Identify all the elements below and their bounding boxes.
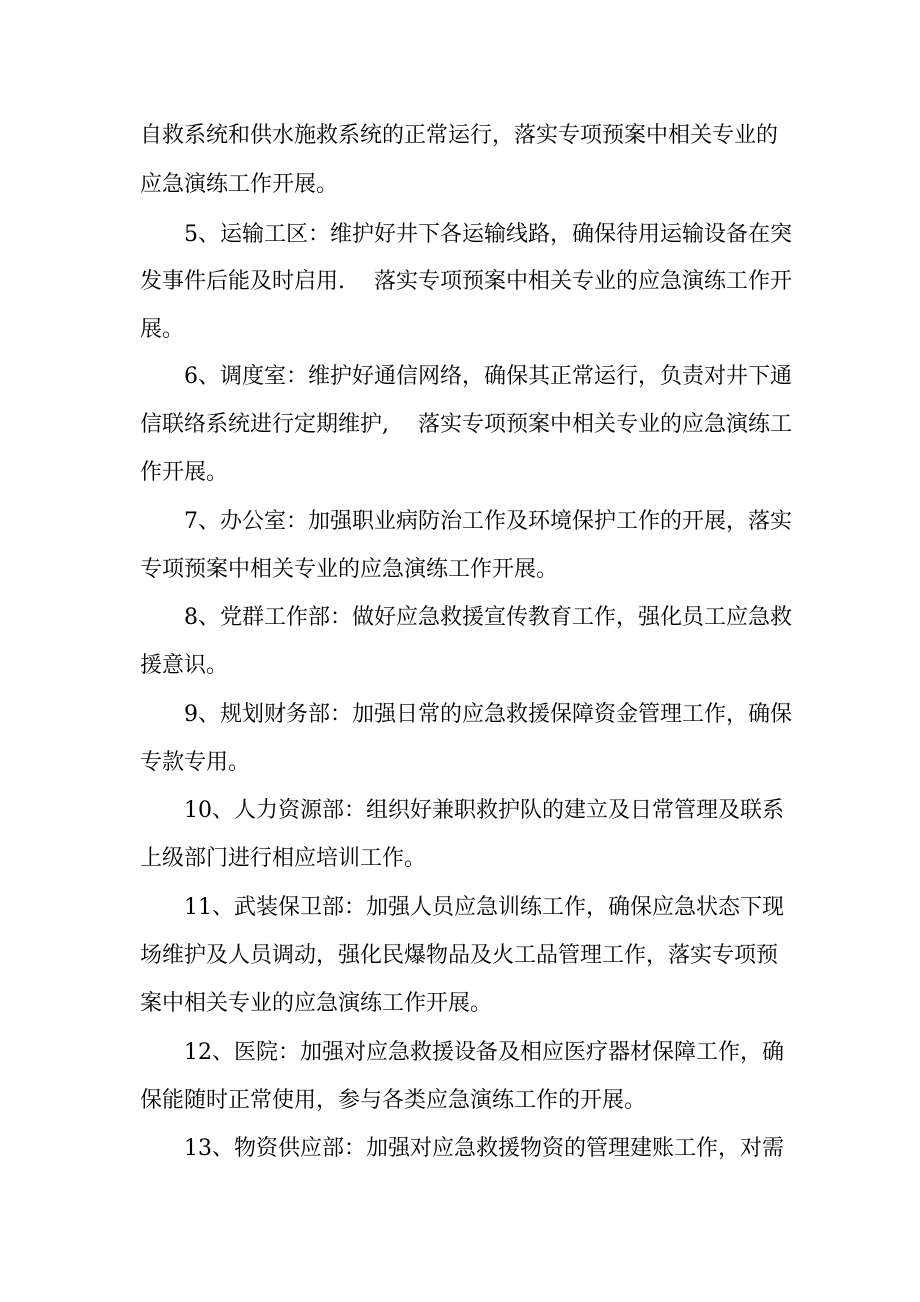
text-line: 10、人力资源部：组织好兼职救护队的建立及日常管理及联系 [184, 798, 784, 823]
text-line: 12、医院：加强对应急救援设备及相应医疗器材保障工作，确 [184, 1040, 784, 1065]
text-line: 8、党群工作部：做好应急救援宣传教育工作，强化员工应急救 [184, 605, 792, 630]
text-line: 13、物资供应部：加强对应急救援物资的管理建账工作，对需 [184, 1136, 784, 1161]
text-line: 自救系统和供水施救系统的正常运行，落实专项预案中相关专业的 [140, 123, 779, 148]
text-line: 信联络系统进行定期维护, 落实专项预案中相关专业的应急演练工 [140, 412, 792, 437]
text-line: 应急演练工作开展。 [140, 172, 339, 197]
text-line: 发事件后能及时启用. 落实专项预案中相关专业的应急演练工作开 [140, 269, 792, 294]
text-line: 案中相关专业的应急演练工作开展。 [140, 991, 493, 1016]
text-line: 展。 [140, 317, 185, 342]
text-line: 援意识。 [140, 653, 229, 678]
text-line: 6、调度室：维护好通信网络，确保其正常运行，负责对井下通 [184, 364, 792, 389]
text-line: 作开展。 [140, 460, 229, 485]
text-line: 7、办公室：加强职业病防治工作及环境保护工作的开展，落实 [184, 509, 792, 534]
text-line: 专项预案中相关专业的应急演练工作开展。 [140, 557, 559, 582]
text-line: 场维护及人员调动，强化民爆物品及火工品管理工作，落实专项预 [140, 943, 779, 968]
text-line: 11、武装保卫部：加强人员应急训练工作，确保应急状态下现 [184, 895, 784, 920]
text-line: 5、运输工区：维护好井下各运输线路，确保待用运输设备在突 [184, 222, 792, 247]
text-line: 上级部门进行相应培训工作。 [140, 846, 427, 871]
text-line: 保能随时正常使用，参与各类应急演练工作的开展。 [140, 1088, 647, 1113]
text-line: 专款专用。 [140, 750, 251, 775]
text-line: 9、规划财务部：加强日常的应急救援保障资金管理工作，确保 [184, 702, 792, 727]
